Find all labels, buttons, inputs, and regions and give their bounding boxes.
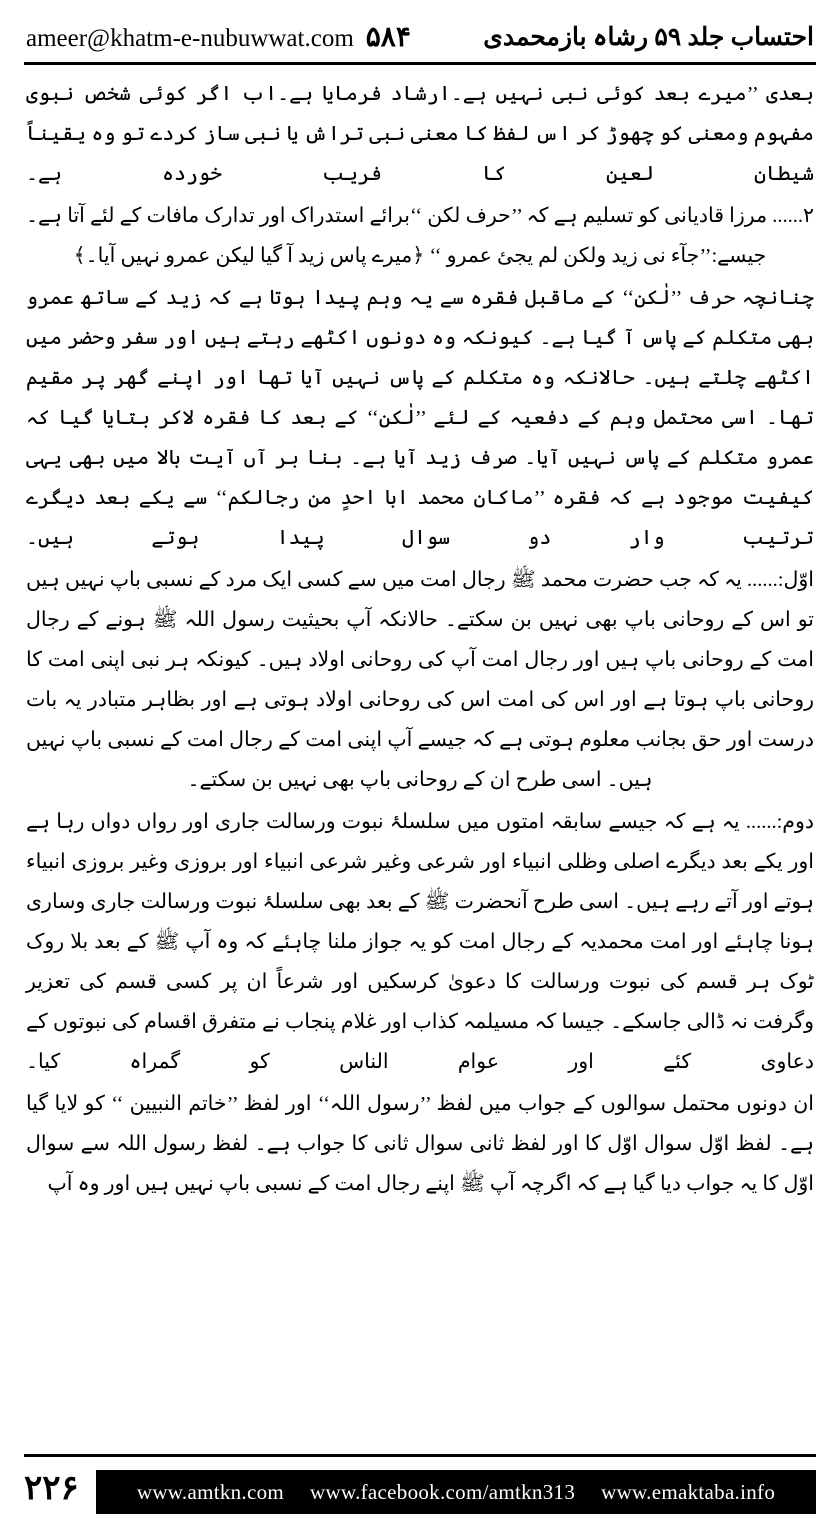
- footer-link-facebook[interactable]: www.facebook.com/amtkn313: [310, 1479, 576, 1504]
- footer-page-number: ۲۲۶: [24, 1470, 79, 1507]
- page-body: [26, 74, 814, 1448]
- page-header: [26, 14, 814, 60]
- paragraph: بعدی ’’میرے بعد کوئی نبی نہیں ہے۔ارشاد فرمایا ہے۔اب اگر کوئی شخص نبوی مفہوم ومعنی کو چھوڑ کر اس لفظ کا معنی نبی تراش یا نبی ساز کردے تو وہ یقیناً شیطان لعین کا فریب خوردہ ہے۔: [26, 83, 814, 185]
- footer-divider: [24, 1454, 816, 1457]
- footer-link-website[interactable]: www.amtkn.com: [136, 1479, 285, 1504]
- header-page-number: ۵۸۴: [365, 22, 411, 53]
- header-book-title: احتساب جلد ۵۹ رشاہ بازمحمدی: [483, 24, 814, 51]
- header-contact-info: [26, 20, 411, 54]
- footer-links-bar: [96, 1470, 816, 1514]
- paragraph: ان دونوں محتمل سوالوں کے جواب میں لفظ ’’رسول اللہ‘‘ اور لفظ ’’خاتم النبیین ‘‘ کو لایا گیا ہے۔ لفظ اوّل سوال اوّل کا اور لفظ ثانی سوال ثانی کا جواب ہے۔ لفظ رسول اللہ سے سوال اوّل کا یہ جواب دیا گیا ہے کہ اگرچہ آپ ﷺ اپنے رجال امت کے نسبی باپ نہیں ہیں اور وہ آپ: [26, 1093, 814, 1195]
- paragraph: ۲...... مرزا قادیانی کو تسلیم ہے کہ ’’حرف لکن ‘‘برائے استدراک اور تدارک مافات کے لئے آتا ہے۔جیسے:’’جآء نی زید ولکن لم یجئ عمرو ‘‘ ﴿میرے پاس زید آ گیا لیکن عمرو نہیں آیا۔﴾: [26, 205, 814, 267]
- footer-link-emaktaba[interactable]: www.emaktaba.info: [601, 1479, 776, 1504]
- header-book-info: [483, 22, 814, 52]
- header-email: ameer@khatm-e-nubuwwat.com: [26, 25, 354, 52]
- paragraph: دوم:...... یہ ہے کہ جیسے سابقہ امتوں میں سلسلۂ نبوت ورسالت جاری اور رواں دواں رہا ہے اور یکے بعد دیگرے اصلی وظلی انبیاء اور شرعی وغیر شرعی انبیاء اور بروزی وغیر بروزی انبیاء ہوتے اور آتے رہے ہیں۔ اسی طرح آنحضرت ﷺ کے بعد بھی سلسلۂ نبوت ورسالت جاری وساری ہونا چاہئے اور امت محمدیہ کے رجال امت کو یہ جواز ملنا چاہئے کہ وہ آپ ﷺ کے بعد بلا روک ٹوک ہر قسم کی نبوت ورسالت کا دعویٰ کرسکیں اور شرعاً ان پر کسی قسم کی تعزیر وگرفت نہ ڈالی جاسکے۔ جیسا کہ مسیلمہ کذاب اور غلام پنجاب نے متفرق اقسام کی نبوتوں کے دعاوی کئے اور عوام الناس کو گمراہ کیا۔: [26, 811, 814, 1073]
- page-footer: [0, 1454, 840, 1540]
- paragraph: چنانچہ حرف ’’لٰکن‘‘ کے ماقبل فقرہ سے یہ وہم پیدا ہوتا ہے کہ زید کے ساتھ عمرو بھی متکلم کے پاس آ گیا ہے۔ کیونکہ وہ دونوں اکٹھے رہتے ہیں اور سفر وحضر میں اکٹھے چلتے ہیں۔ حالانکہ وہ متکلم کے پاس نہیں آیا تھا اور اپنے گھر پر مقیم تھا۔ اسی محتمل وہم کے دفعیہ کے لئے ’’لٰکن‘‘ کے بعد کا فقرہ لاکر بتایا گیا کہ عمرو متکلم کے پاس نہیں آیا۔ صرف زید آیا ہے۔ بنا بر آں آیت بالا میں بھی یہی کیفیت موجود ہے کہ فقرہ ’’ماکان محمد ابا احدٍ من رجالکم‘‘ سے یکے بعد دیگرے ترتیب وار دو سوال پیدا ہوتے ہیں۔: [26, 287, 814, 549]
- header-divider: [24, 62, 816, 65]
- paragraph: اوّل:...... یہ کہ جب حضرت محمد ﷺ رجال امت میں سے کسی ایک مرد کے نسبی باپ نہیں ہیں تو اس کے روحانی باپ بھی نہیں بن سکتے۔ حالانکہ آپ بحیثیت رسول اللہ ﷺ ہونے کے رجال امت کے روحانی باپ ہیں اور رجال امت آپ کی روحانی اولاد ہیں۔ کیونکہ ہر نبی اپنی امت کا روحانی باپ ہوتا ہے اور اس کی امت اس کی روحانی اولاد ہوتی ہے اور بظاہر متبادر یہ بات درست اور حق بجانب معلوم ہوتی ہے کہ جیسے آپ اپنی امت کے رجال امت کے نسبی باپ نہیں ہیں۔ اسی طرح ان کے روحانی باپ بھی نہیں بن سکتے۔: [26, 569, 814, 791]
